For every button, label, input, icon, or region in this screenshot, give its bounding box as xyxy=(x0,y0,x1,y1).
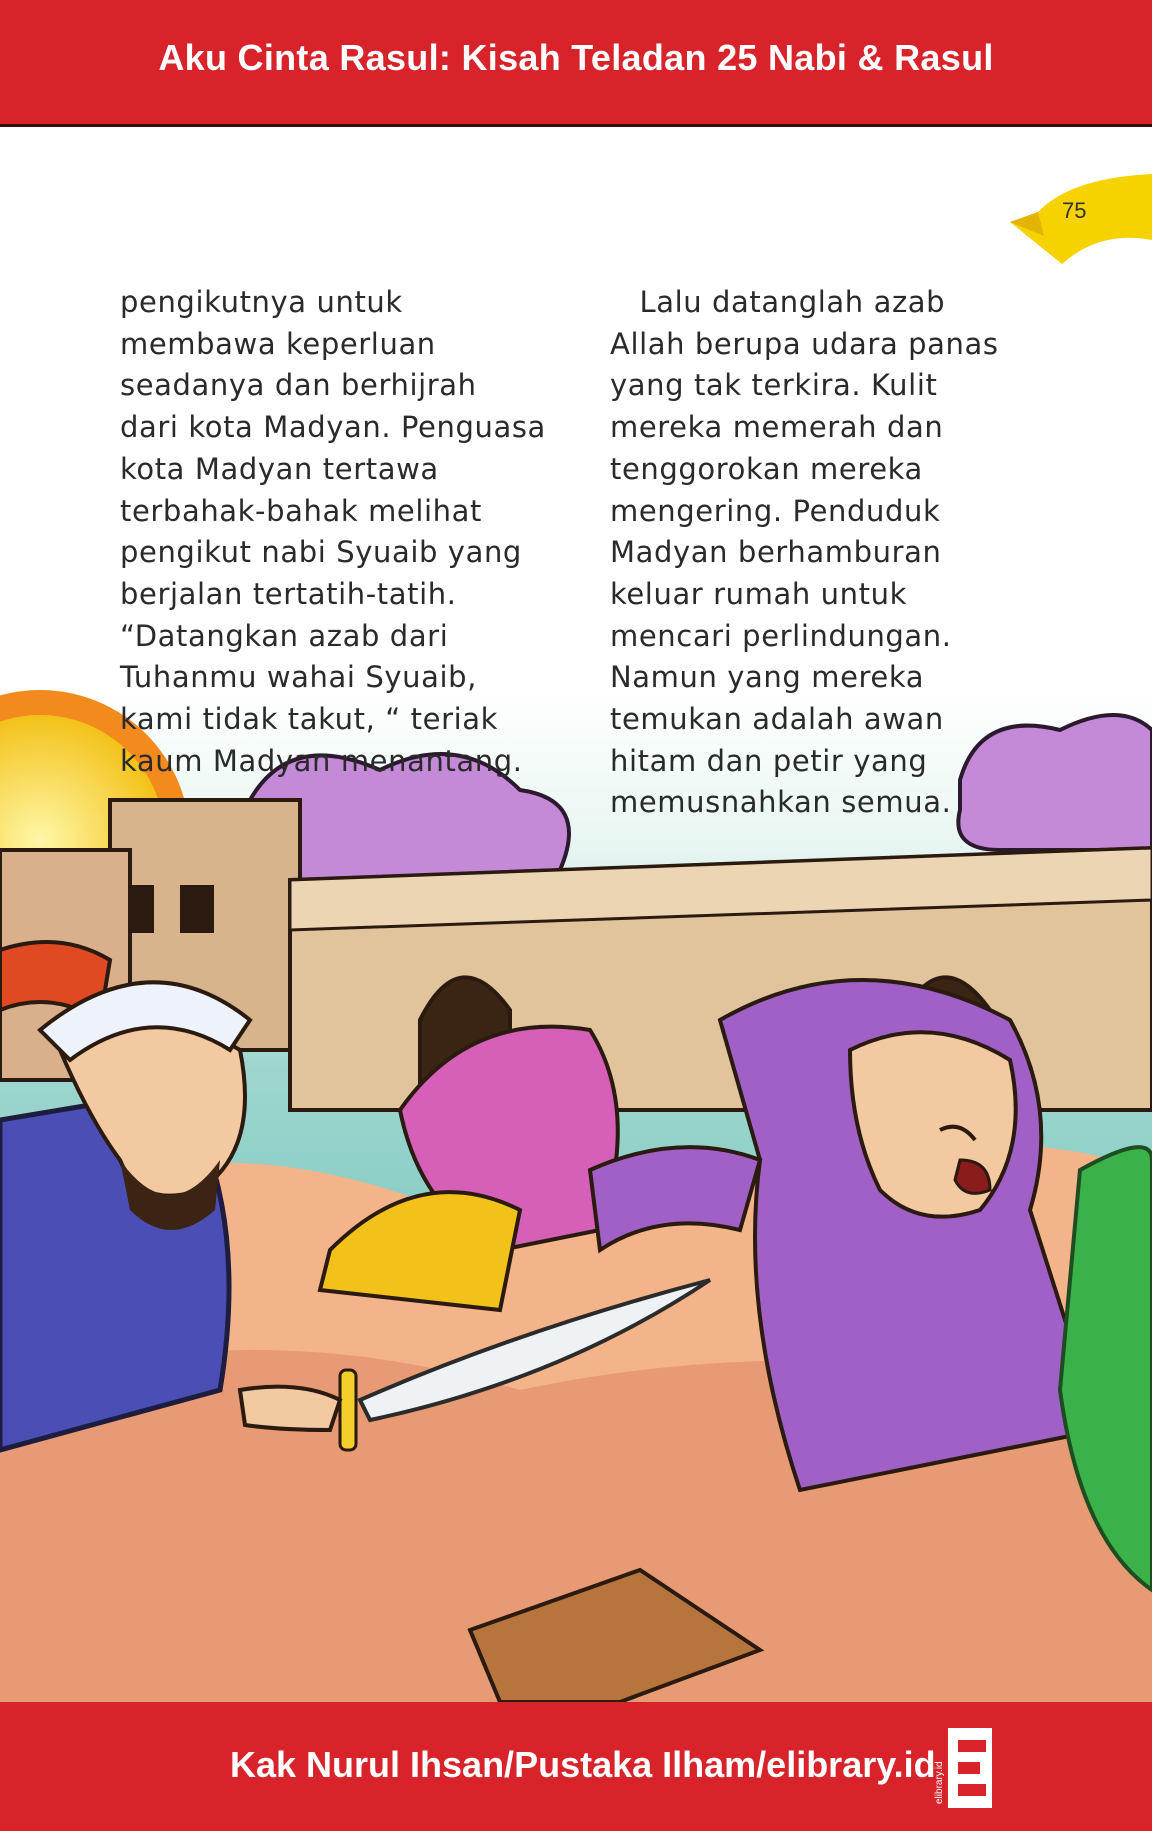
text-line: dari kota Madyan. Penguasa xyxy=(120,410,546,445)
text-line: berjalan tertatih-tatih. xyxy=(120,576,457,611)
footer-credit: Kak Nurul Ihsan/Pustaka Ilham/elibrary.id xyxy=(230,1744,936,1785)
page-footer xyxy=(0,1702,1152,1831)
text-line: Namun yang mereka xyxy=(610,660,925,695)
text-line: hitam dan petir yang xyxy=(610,743,928,778)
text-line: kaum Madyan menantang. xyxy=(120,743,523,778)
text-line: pengikut nabi Syuaib yang xyxy=(120,535,522,570)
text-line: “Datangkan azab dari xyxy=(120,618,449,653)
text-line: kota Madyan tertawa xyxy=(120,451,439,486)
left-text-column xyxy=(120,282,546,782)
text-line: tenggorokan mereka xyxy=(610,451,923,486)
text-line: Madyan berhamburan xyxy=(610,535,942,570)
story-illustration xyxy=(0,690,1152,1702)
text-line: seadanya dan berhijrah xyxy=(120,368,477,403)
text-line: memusnahkan semua. xyxy=(610,785,952,820)
text-line: pengikutnya untuk xyxy=(120,285,403,319)
text-line: mencari perlindungan. xyxy=(610,618,952,653)
text-line: yang tak terkira. Kulit xyxy=(610,368,938,403)
text-line: terbahak-bahak melihat xyxy=(120,493,482,528)
text-line: temukan adalah awan xyxy=(610,702,944,737)
text-line: kami tidak takut, “ teriak xyxy=(120,702,499,737)
logo-text: elibrary.id xyxy=(934,1761,945,1804)
text-line: keluar rumah untuk xyxy=(610,576,907,611)
text-line: membawa keperluan xyxy=(120,326,436,361)
right-text-column xyxy=(610,282,999,824)
page-header xyxy=(0,0,1152,127)
text-line: mereka memerah dan xyxy=(610,410,944,445)
text-line: Tuhanmu wahai Syuaib, xyxy=(120,660,477,695)
book-title: Aku Cinta Rasul: Kisah Teladan 25 Nabi & Rasul xyxy=(158,37,994,78)
text-line: Lalu datanglah azab xyxy=(610,285,946,319)
text-line: mengering. Penduduk xyxy=(610,493,941,528)
page-number: 75 xyxy=(1062,198,1087,223)
text-line: Allah berupa udara panas xyxy=(610,326,999,361)
elibrary-logo xyxy=(932,1722,992,1814)
logo-e-icon xyxy=(948,1728,992,1808)
